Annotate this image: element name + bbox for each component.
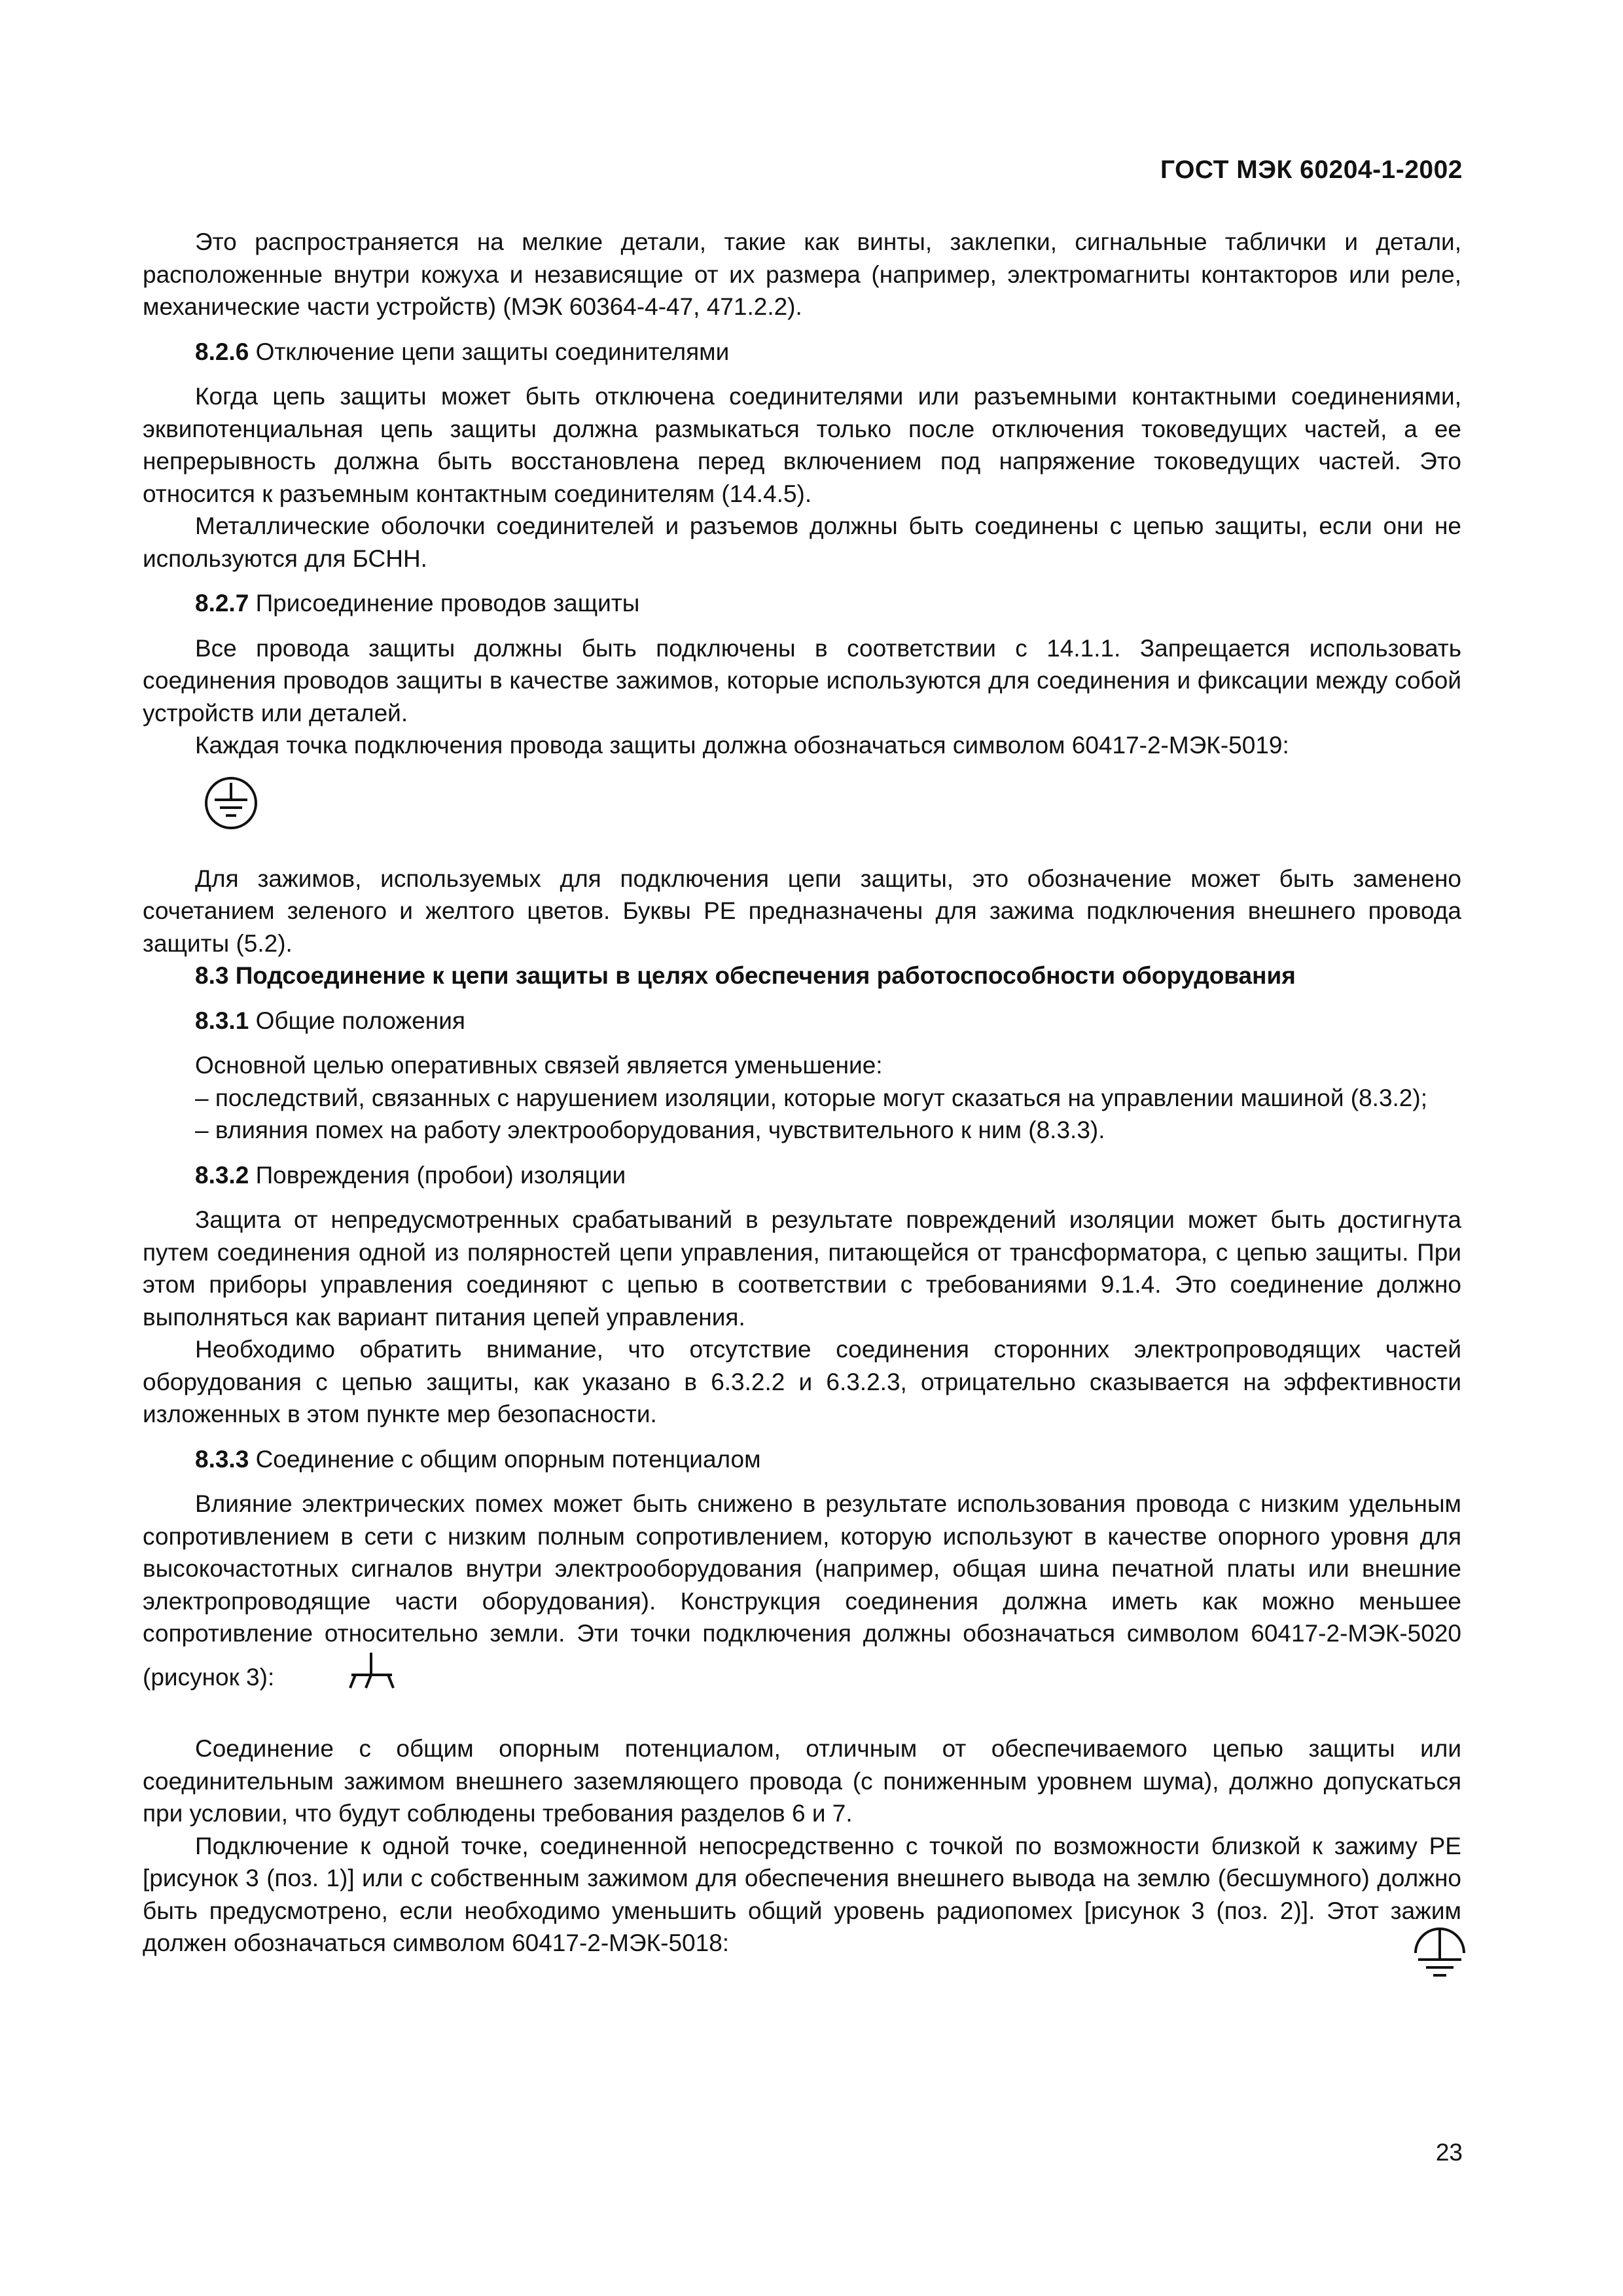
section-number: 8.2.6 bbox=[195, 338, 249, 365]
protective-earth-icon bbox=[202, 774, 260, 833]
section-number: 8.3.1 bbox=[195, 1007, 249, 1034]
list-item: – влияния помех на работу электрооборудования, чувствительного к ним (8.3.3). bbox=[195, 1117, 1105, 1143]
paragraph: Основной целью оперативных связей является уменьшение: bbox=[195, 1052, 883, 1079]
symbol-row bbox=[143, 1960, 1461, 1999]
section-8-2-7-title bbox=[143, 587, 1461, 620]
section-8-3-1-title bbox=[143, 1005, 1461, 1037]
paragraph: Когда цепь защиты может быть отключена соединителями или разъемными контактными соединениями, эквипотенциальная цепь защиты должна размыкаться только после отключения токоведущих частей, а ее непрерывность должна быть восстановлена перед включением под напряжение токоведущих частей. Это относится к разъемным контактным соединителям (14.4.5). bbox=[143, 383, 1461, 507]
section-number: 8.3.2 bbox=[195, 1161, 249, 1189]
symbol-row bbox=[143, 762, 1461, 847]
section-title: Соединение с общим опорным потенциалом bbox=[249, 1445, 761, 1473]
section-number: 8.3.3 bbox=[195, 1445, 249, 1473]
paragraph-with-symbol bbox=[143, 1488, 1461, 1701]
paragraph: Подключение к одной точке, соединенной непосредственно с точкой по возможности близкой к зажиму РЕ [рисунок 3 (поз. 1)] или с собственным зажимом для обеспечения внешнего вывода на землю (бесшумного) должно быть предусмотрено, если необходимо уменьшить общий уровень радиопомех [рисунок 3 (поз. 2)]. Этот зажим должен обозначаться символом 60417-2-МЭК-5018: bbox=[143, 1832, 1461, 1956]
list-item: – последствий, связанных с нарушением изоляции, которые могут сказаться на управлении машиной (8.3.2); bbox=[195, 1084, 1427, 1111]
paragraph: Необходимо обратить внимание, что отсутствие соединения сторонних электропроводящих частей оборудования с цепью защиты, как указано в 6.3.2.2 и 6.3.2.3, отрицательно сказывается на эффективности изложенных в этом пункте мер безопасности. bbox=[143, 1336, 1461, 1427]
page-content bbox=[143, 226, 1461, 1999]
section-number: 8.2.7 bbox=[195, 590, 249, 617]
section-8-2-6-title bbox=[143, 336, 1461, 368]
section-title: Общие положения bbox=[249, 1007, 465, 1034]
section-title: Присоединение проводов защиты bbox=[249, 590, 640, 617]
paragraph: Для зажимов, используемых для подключения цепи защиты, это обозначение может быть заменено сочетанием зеленого и желтого цветов. Буквы РЕ предназначены для зажима подключения внешнего провода защиты (5.2). bbox=[143, 865, 1461, 957]
intro-paragraph: Это распространяется на мелкие детали, такие как винты, заклепки, сигнальные таблички и детали, расположенные внутри кожуха и независящие от их размера (например, электромагниты контакторов или реле, механические части устройств) (МЭК 60364-4-47, 471.2.2). bbox=[143, 228, 1461, 320]
section-title: Отключение цепи защиты соединителями bbox=[249, 338, 730, 365]
document-header: ГОСТ МЭК 60204-1-2002 bbox=[1160, 156, 1463, 184]
page-number: 23 bbox=[1435, 2139, 1463, 2166]
section-8-3-heading: 8.3 Подсоединение к цепи защиты в целях обеспечения работоспособности оборудования bbox=[195, 962, 1296, 989]
paragraph: Металлические оболочки соединителей и разъемов должны быть соединены с цепью защиты, если они не используются для БСНН. bbox=[143, 512, 1461, 572]
frame-chassis-icon bbox=[294, 1650, 399, 1702]
paragraph: Защита от непредусмотренных срабатываний в результате повреждений изоляции может быть достигнута путем соединения одной из полярностей цепи управления, питающейся от трансформатора, с цепью защиты. При этом приборы управления соединяют с цепью в соответствии с требованиями 9.1.4. Это соединение должно выполняться как вариант питания цепей управления. bbox=[143, 1206, 1461, 1331]
paragraph: Все провода защиты должны быть подключены в соответствии с 14.1.1. Запрещается использовать соединения проводов защиты в качестве зажимов, которые используются для соединения и фиксации между собой устройств или деталей. bbox=[143, 634, 1461, 726]
paragraph: Каждая точка подключения провода защиты должна обозначаться символом 60417-2-МЭК-5019: bbox=[195, 732, 1289, 759]
paragraph-text: Влияние электрических помех может быть снижено в результате использования провода с низким удельным сопротивлением в сети с низким полным сопротивлением, которую используют в качестве опорного уровня для высокочастотных сигналов внутри электрооборудования (например, общая шина печатной платы или внешние электропроводящие части оборудования). Конструкция соединения должна иметь как можно меньшее сопротивление относительно земли. Эти точки подключения должны обозначаться символом 60417-2-МЭК-5020 (рисунок 3): bbox=[143, 1490, 1461, 1691]
noiseless-earth-icon bbox=[1410, 1920, 1469, 1986]
section-title: Повреждения (пробои) изоляции bbox=[249, 1161, 626, 1189]
paragraph: Соединение с общим опорным потенциалом, отличным от обеспечиваемого цепью защиты или соединительным зажимом внешнего заземляющего провода (с пониженным уровнем шума), должно допускаться при условии, что будут соблюдены требования разделов 6 и 7. bbox=[143, 1735, 1461, 1827]
section-8-3-2-title bbox=[143, 1159, 1461, 1192]
section-8-3-3-title bbox=[143, 1443, 1461, 1476]
